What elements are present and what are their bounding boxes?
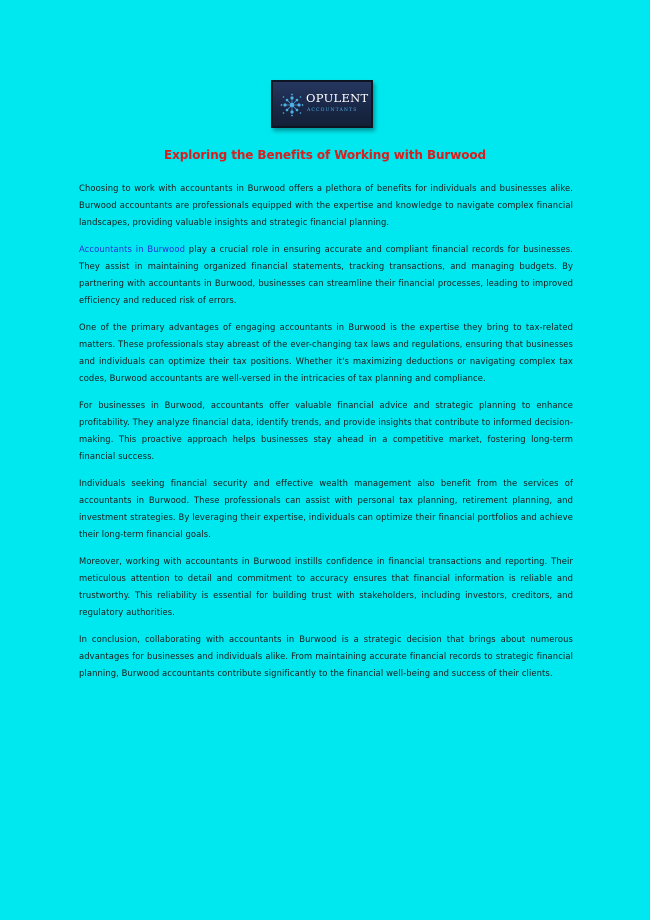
logo-tagline: ACCOUNTANTS	[307, 108, 358, 113]
article-body	[79, 180, 573, 692]
paragraph-tax: One of the primary advantages of engaging accountants in Burwood is the expertise they bring to tax-related matters. These professionals stay abreast of the ever-changing tax laws and regulations, ensuring that businesses and individuals can optimize their tax positions. Whether it's maximizing deductions or navigating complex tax codes, Burwood accountants are well-versed in the intricacies of tax planning and compliance.	[79, 322, 573, 383]
paragraph-confidence: Moreover, working with accountants in Burwood instills confidence in financial transactions and reporting. Their meticulous attention to detail and commitment to accuracy ensures that financial information is reliable and trustworthy. This reliability is essential for building trust with stakeholders, including investors, creditors, and regulatory authorities.	[79, 556, 573, 617]
star-burst-icon	[279, 92, 305, 118]
company-logo	[271, 80, 373, 128]
paragraph-records-text: play a crucial role in ensuring accurate and compliant financial records for businesses. They assist in maintaining organized financial statements, tracking transactions, and managing budgets. By partnering with accountants in Burwood, businesses can streamline their financial processes, leading to improved efficiency and reduced risk of errors.	[79, 244, 573, 305]
paragraph-conclusion: In conclusion, collaborating with accountants in Burwood is a strategic decision that brings about numerous advantages for businesses and individuals alike. From maintaining accurate financial records to strategic financial planning, Burwood accountants contribute significantly to the financial well-being and success of their clients.	[79, 634, 573, 678]
page-title: Exploring the Benefits of Working with Burwood	[163, 148, 487, 162]
paragraph-individuals: Individuals seeking financial security and effective wealth management also benefit from the services of accountants in Burwood. These professionals can assist with personal tax planning, retirement planning, and investment strategies. By leveraging their expertise, individuals can optimize their financial portfolios and achieve their long-term financial goals.	[79, 478, 573, 539]
paragraph-records	[79, 241, 573, 309]
accountants-in-burwood-link[interactable]: Accountants in Burwood	[79, 244, 185, 254]
logo-name: OPULENT	[306, 91, 369, 105]
paragraph-intro: Choosing to work with accountants in Burwood offers a plethora of benefits for individuals and businesses alike. Burwood accountants are professionals equipped with the expertise and knowledge to navigate complex financial landscapes, providing valuable insights and strategic financial planning.	[79, 183, 573, 227]
paragraph-business-advice: For businesses in Burwood, accountants offer valuable financial advice and strategic planning to enhance profitability. They analyze financial data, identify trends, and provide insights that contribute to informed decision-making. This proactive approach helps businesses stay ahead in a competitive market, fostering long-term financial success.	[79, 400, 573, 461]
